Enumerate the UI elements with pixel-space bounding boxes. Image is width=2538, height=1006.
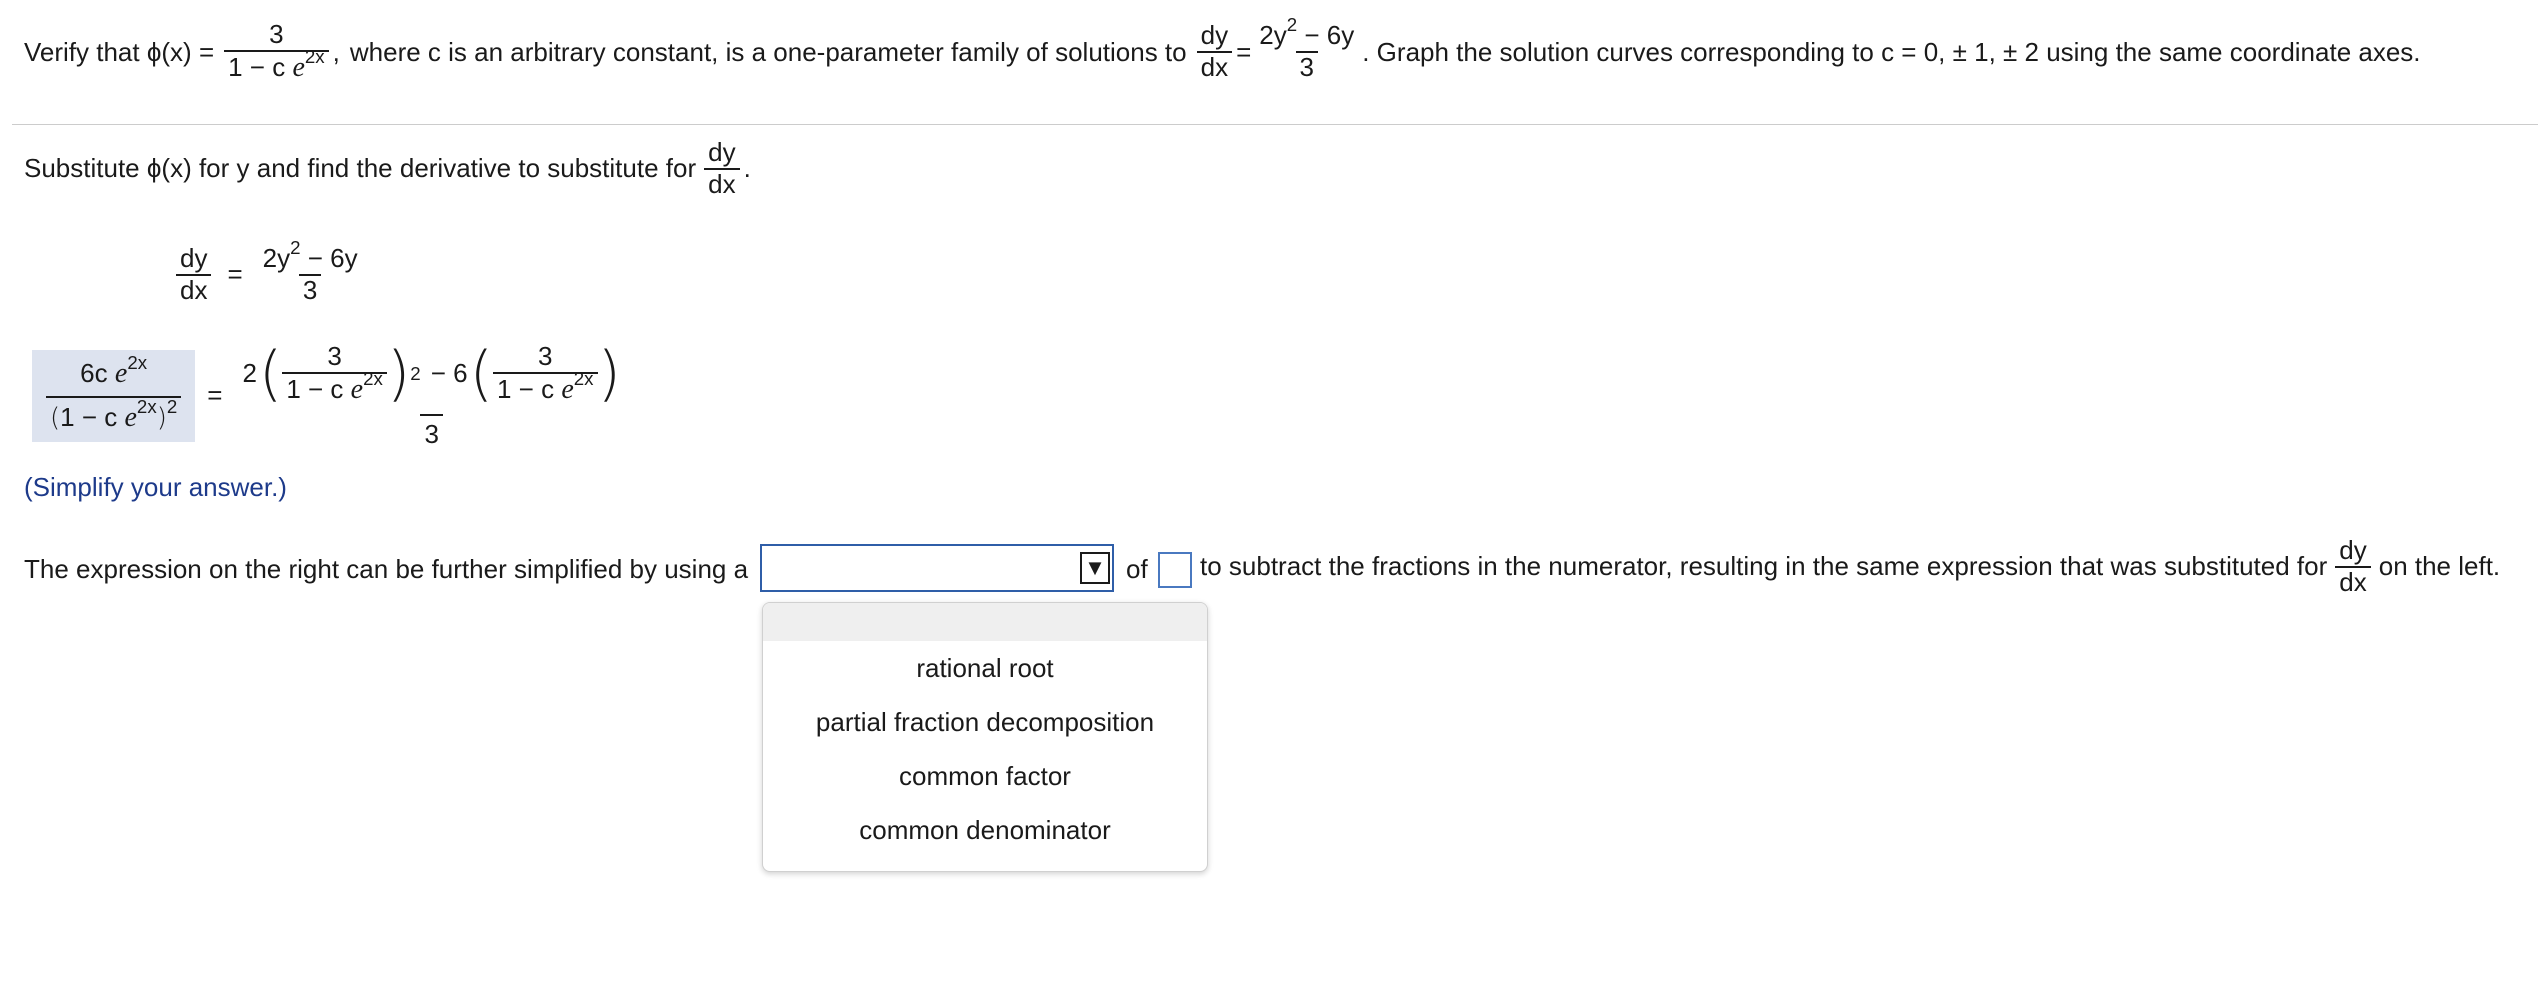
question-end-text: . Graph the solution curves corresponding to c = 0, ± 1, ± 2 using the same coordinate axes. xyxy=(1362,36,2421,67)
ode-rhs-fraction: $\frac{2y^2 - 6y}{3}$ xyxy=(1259,14,1355,83)
menu-option-common-denominator[interactable]: common denominator xyxy=(859,815,1111,845)
dydx-fraction: $\frac{dy}{dx}$ xyxy=(1197,21,1232,83)
question-text: Verify that ϕ(x) = $\frac{3}{1 - c e^{2x}}$ , where c is an arbitrary constant, is a one-parameter family of solutions to $\frac{dy}{dx}$ = $\frac{2y^2 - 6y}{3}$ . Graph the solution curves corresponding to c = 0, ± 1, ± 2 using the same coordinate axes. xyxy=(24,14,2421,83)
menu-option-common-factor[interactable]: common factor xyxy=(899,761,1071,791)
dydx-fraction-small: $\frac{dy}{dx}$ xyxy=(704,138,739,200)
sentence-end: on the left. xyxy=(2378,551,2501,582)
substituted-rhs: 2 ( $\frac{3}{1 - c e^{2x}}$ ) 2 − 6 ( $\frac{3}{1 - c e^{2x}}$ ) 3 xyxy=(242,339,621,450)
menu-option-rational-root[interactable]: rational root xyxy=(916,653,1054,683)
sentence-suffix-line xyxy=(1200,536,2500,598)
step-instruction: Substitute ϕ(x) for y and find the derivative to substitute for $\frac{dy}{dx}$ . xyxy=(24,137,751,199)
divider xyxy=(12,124,2538,125)
sentence-prefix: The expression on the right can be further simplified by using a xyxy=(24,554,749,584)
method-dropdown[interactable] xyxy=(760,544,1114,592)
ode-equation: $\frac{dy}{dx}$ = $\frac{2y^2 - 6y}{3}$ xyxy=(172,244,366,306)
menu-option-partial-fraction-decomposition[interactable]: partial fraction decomposition xyxy=(815,707,1155,737)
dydx-inline: $\frac{dy}{dx}$ xyxy=(2335,536,2370,598)
substitution-equation: $\frac{6c e^{2x}}{(1 - c e^{2x})^2}$ = 2 ( $\frac{3}{1 - c e^{2x}}$ ) 2 − 6 ( $\frac{3}{1 - c e^{2x}}$ ) 3 xyxy=(32,342,629,450)
answer-box[interactable] xyxy=(32,350,195,442)
sentence-suffix: to subtract the fractions in the numerator, resulting in the same expression that was substituted for xyxy=(1200,551,2328,582)
menu-option-blank[interactable] xyxy=(763,603,1207,641)
verify-prefix: Verify that ϕ(x) = xyxy=(24,36,215,67)
question-mid-text: where c is an arbitrary constant, is a one-parameter family of solutions to xyxy=(349,36,1187,67)
ode-rhs: $\frac{2y^2 - 6y}{3}$ xyxy=(262,236,358,305)
dropdown-arrow-icon[interactable]: ▼ xyxy=(1080,552,1110,584)
phi-fraction: $\frac{3}{1 - c e^{2x}}$ xyxy=(224,20,329,84)
simplify-hint: (Simplify your answer.) xyxy=(24,472,287,502)
sentence-of: of xyxy=(1126,554,1148,584)
derivative-answer: $\frac{6c e^{2x}}{(1 - c e^{2x})^2}$ xyxy=(46,358,181,434)
dropdown-menu xyxy=(762,602,1208,872)
lhs-dydx: $\frac{dy}{dx}$ xyxy=(176,244,211,306)
answer-input-box[interactable] xyxy=(1158,552,1192,588)
